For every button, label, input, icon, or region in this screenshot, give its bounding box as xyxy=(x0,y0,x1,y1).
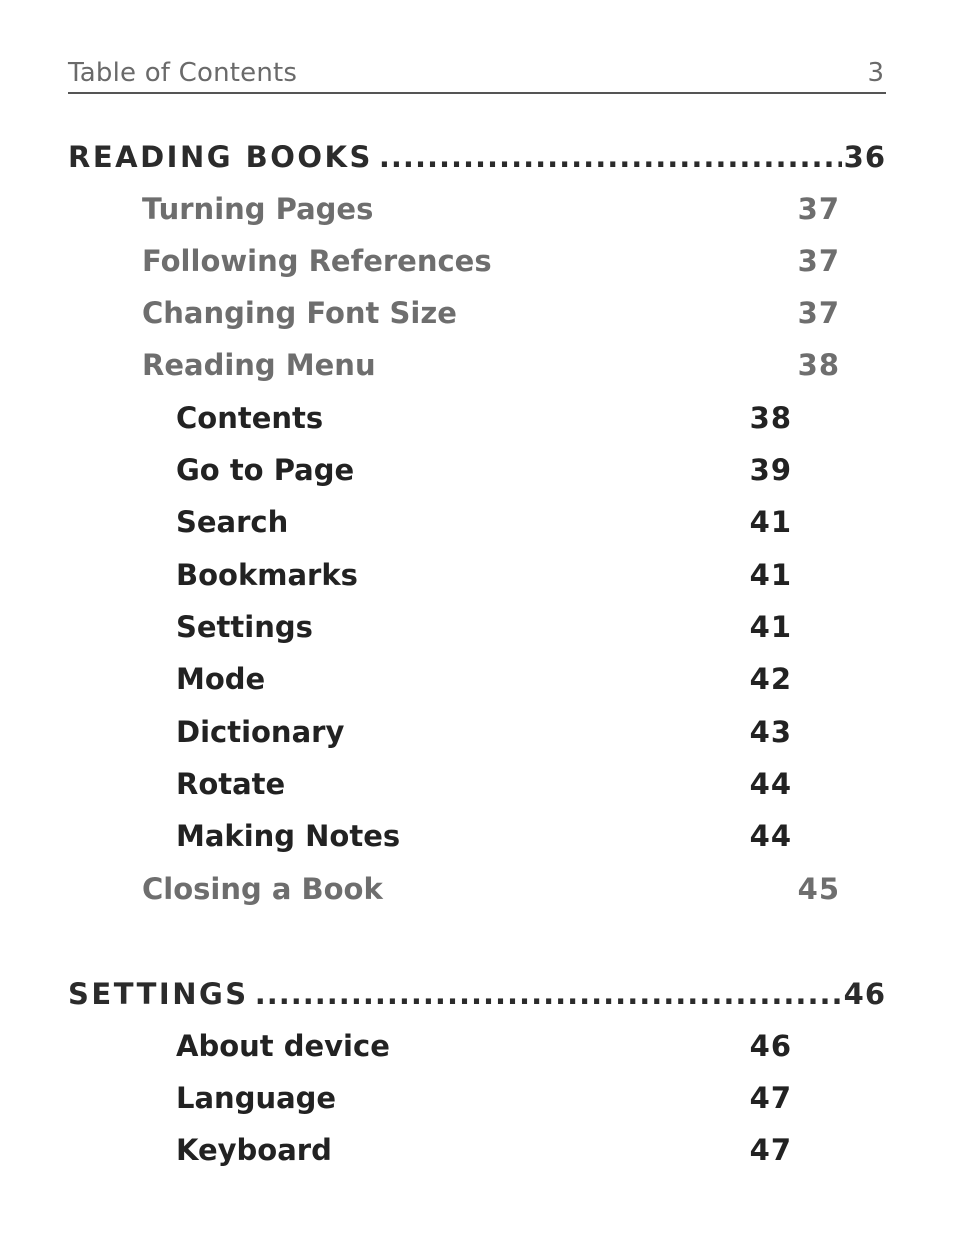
toc-entry-title: Dictionary xyxy=(176,715,345,749)
toc-subsection-making-notes[interactable] xyxy=(176,812,792,860)
toc-entry-page: 37 xyxy=(797,296,840,330)
toc-entry-title: Turning Pages xyxy=(142,192,374,226)
toc-entry-page: 37 xyxy=(797,244,840,278)
toc-entry-page: 41 xyxy=(749,505,792,539)
running-header-page-number: 3 xyxy=(867,58,884,88)
toc-entry-page: 47 xyxy=(749,1133,792,1167)
toc-subsection-dictionary[interactable] xyxy=(176,708,792,756)
toc-entry-page: 42 xyxy=(749,662,792,696)
toc-chapter-reading-books[interactable] xyxy=(68,133,886,181)
toc-entry-title: Settings xyxy=(176,610,313,644)
toc-subsection-language[interactable] xyxy=(176,1074,792,1122)
dot-leader xyxy=(379,133,842,181)
running-header xyxy=(68,52,886,94)
toc-subsection-about-device[interactable] xyxy=(176,1022,792,1070)
toc-subsection-keyboard[interactable] xyxy=(176,1126,792,1174)
toc-entry-title: Go to Page xyxy=(176,453,355,487)
toc-entry-title: Making Notes xyxy=(176,819,401,853)
toc-subsection-settings[interactable] xyxy=(176,603,792,651)
toc-entry-page: 46 xyxy=(843,977,886,1011)
toc-subsection-bookmarks[interactable] xyxy=(176,551,792,599)
toc-entry-title: Following References xyxy=(142,244,492,278)
toc-entry-page: 36 xyxy=(843,140,886,174)
toc-subsection-go-to-page[interactable] xyxy=(176,446,792,494)
toc-entry-page: 38 xyxy=(749,401,792,435)
toc-entry-page: 45 xyxy=(797,872,840,906)
toc-subsection-mode[interactable] xyxy=(176,655,792,703)
toc-entry-page: 47 xyxy=(749,1081,792,1115)
running-header-title: Table of Contents xyxy=(68,58,298,88)
toc-entry-title: Search xyxy=(176,505,289,539)
toc-entry-page: 41 xyxy=(749,558,792,592)
toc-entry-page: 39 xyxy=(749,453,792,487)
toc-subsection-search[interactable] xyxy=(176,498,792,546)
toc-entry-page: 44 xyxy=(749,767,792,801)
toc-entry-title: Rotate xyxy=(176,767,286,801)
toc-entry-page: 41 xyxy=(749,610,792,644)
toc-entry-page: 46 xyxy=(749,1029,792,1063)
toc-entry-title: Language xyxy=(176,1081,337,1115)
toc-entry-title: Contents xyxy=(176,401,324,435)
toc-entry-page: 37 xyxy=(797,192,840,226)
toc-entry-title: Keyboard xyxy=(176,1133,332,1167)
toc-entry-title: READING BOOKS xyxy=(68,140,373,174)
toc-subsection-contents[interactable] xyxy=(176,394,792,442)
toc-entry-title: Bookmarks xyxy=(176,558,358,592)
toc-entry-page: 44 xyxy=(749,819,792,853)
toc-section-changing-font-size[interactable] xyxy=(142,289,840,337)
toc-entry-title: SETTINGS xyxy=(68,977,249,1011)
toc-entry-title: Mode xyxy=(176,662,266,696)
toc-section-turning-pages[interactable] xyxy=(142,185,840,233)
toc-entry-page: 38 xyxy=(797,348,840,382)
toc-entry-title: Reading Menu xyxy=(142,348,376,382)
toc-entry-title: About device xyxy=(176,1029,390,1063)
toc-section-following-references[interactable] xyxy=(142,237,840,285)
toc-entry-title: Closing a Book xyxy=(142,872,383,906)
toc-chapter-settings[interactable] xyxy=(68,970,886,1018)
toc-entry-title: Changing Font Size xyxy=(142,296,457,330)
toc-entry-page: 43 xyxy=(749,715,792,749)
toc-section-closing-a-book[interactable] xyxy=(142,865,840,913)
dot-leader xyxy=(255,970,842,1018)
toc-subsection-rotate[interactable] xyxy=(176,760,792,808)
toc-section-reading-menu[interactable] xyxy=(142,341,840,389)
